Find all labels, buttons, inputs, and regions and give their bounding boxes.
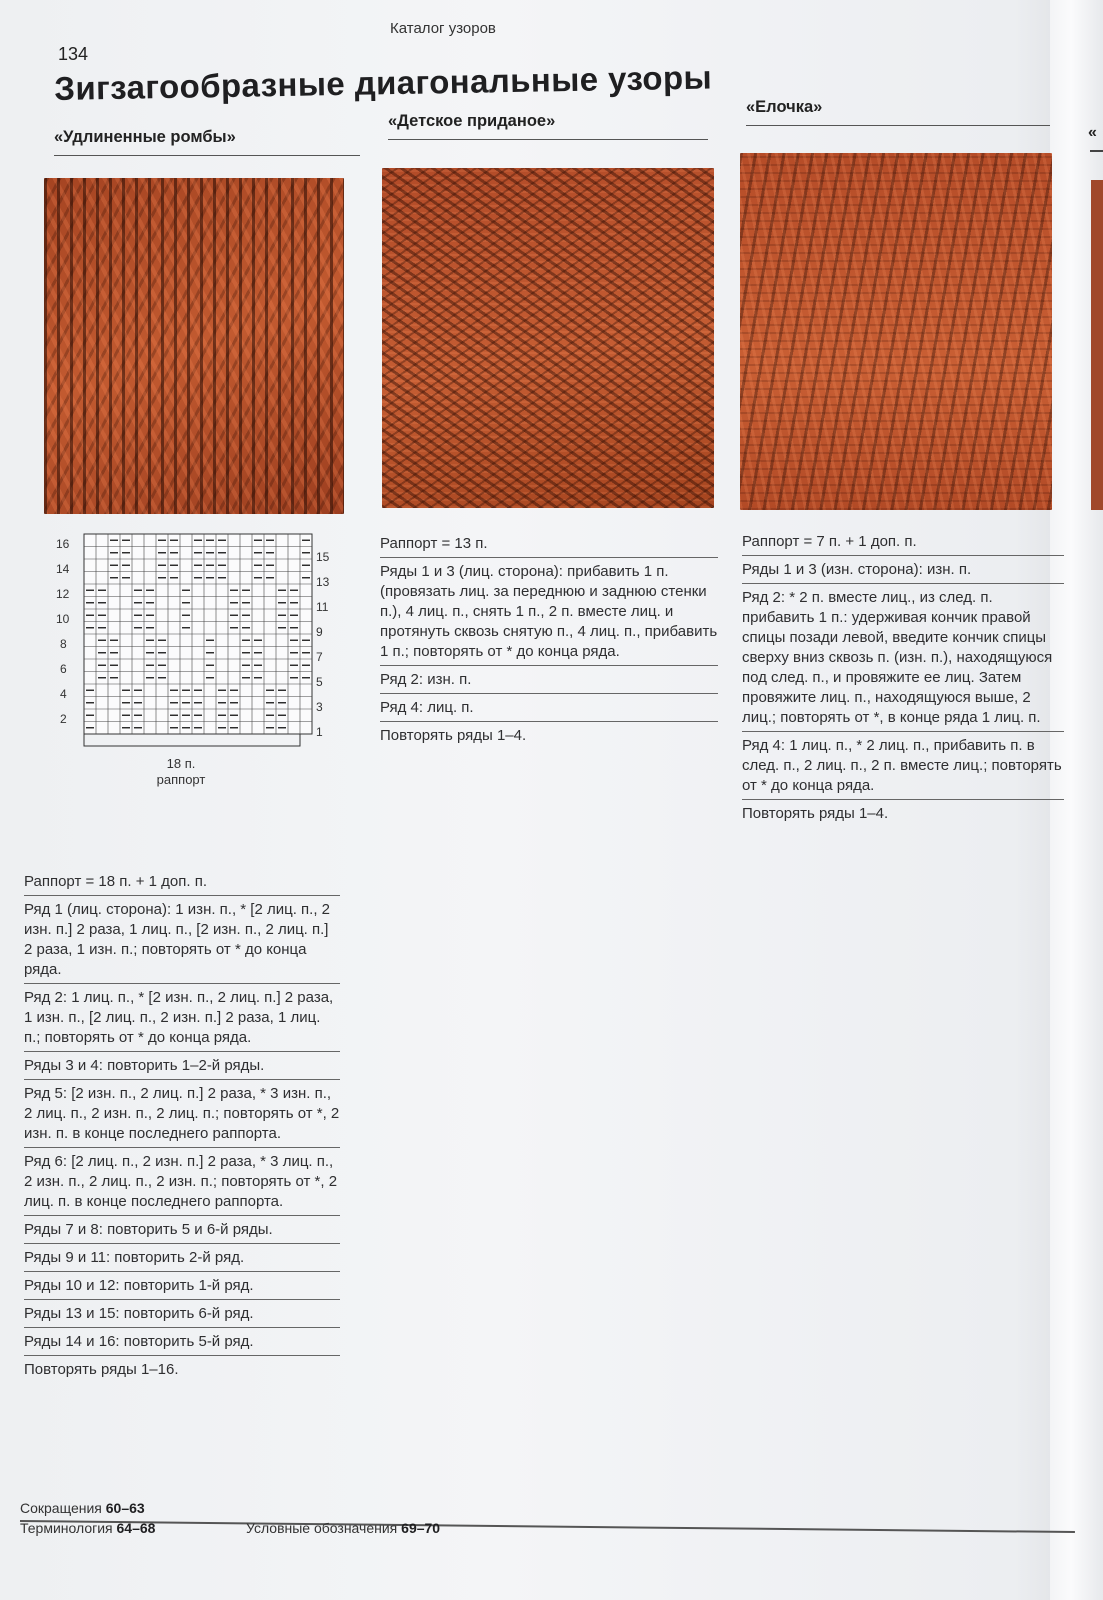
- footer-terminology-label: Терминология: [20, 1520, 113, 1536]
- knitting-chart: [48, 528, 348, 808]
- row-number-right: 13: [316, 575, 330, 589]
- pattern-2-heading: [388, 112, 708, 140]
- repeat-bracket: [84, 734, 300, 746]
- pattern-3-row: Ряды 1 и 3 (изн. сторона): изн. п.: [742, 556, 1064, 584]
- pattern-1-swatch-photo: [44, 178, 344, 514]
- pattern-1-row: Ряд 2: 1 лиц. п., * [2 изн. п., 2 лиц. п.] 2 раза, 1 изн. п., [2 лиц. п., 2 изн. п.] 2 раза, 1 лиц. п.; повторять от * до конца ряда.: [24, 984, 340, 1052]
- next-page-swatch: [1091, 180, 1103, 510]
- row-number-right: 3: [316, 700, 323, 714]
- pattern-1-heading: [54, 128, 360, 156]
- pattern-3-row: Ряд 2: * 2 п. вместе лиц., из след. п. прибавить 1 п.: удерживая кончик правой спицы позади левой, введите кончик спицы сверху вниз сквозь п. (изн. п.), находящуюся под след. п., и провяжите ее лиц. Затем провяжите лиц. п., находящуюся выше, 2 лиц.; повторять от *, в конце ряда 1 лиц. п.: [742, 584, 1064, 732]
- pattern-2-name: «Детское приданое»: [388, 112, 708, 140]
- pattern-2-swatch-photo: [382, 168, 714, 508]
- row-number-left: 4: [60, 687, 67, 701]
- pattern-2-row: Повторять ряды 1–4.: [380, 727, 527, 744]
- running-title: Каталог узоров: [390, 20, 496, 37]
- row-number-left: 10: [56, 612, 70, 626]
- row-number-left: 16: [56, 537, 70, 551]
- row-number-left: 2: [60, 712, 67, 726]
- footer-rule: [20, 1520, 1075, 1533]
- row-number-right: 7: [316, 650, 323, 664]
- page-number: 134: [58, 44, 89, 64]
- pattern-1-row: Ряд 6: [2 лиц. п., 2 изн. п.] 2 раза, * 3 лиц. п., 2 изн. п., 2 лиц. п., 2 изн. п.; повторять от *, 2 лиц. п. в конце последнего раппорта.: [24, 1148, 340, 1216]
- pattern-1-row: Ряды 13 и 15: повторить 6-й ряд.: [24, 1300, 340, 1328]
- pattern-3-heading: [746, 98, 1050, 126]
- row-number-right: 1: [316, 725, 323, 739]
- pattern-2-row: Ряд 2: изн. п.: [380, 666, 718, 694]
- pattern-3-name: «Елочка»: [746, 98, 1050, 126]
- pattern-2-row: Ряд 4: лиц. п.: [380, 694, 718, 722]
- pattern-1-row: Повторять ряды 1–16.: [24, 1361, 179, 1378]
- chart-grid: [84, 534, 312, 746]
- pattern-3-instructions: [742, 528, 1064, 827]
- footer-references: [20, 1498, 155, 1538]
- chart-repeat-label: раппорт: [156, 772, 206, 787]
- next-page-fragment: «: [1088, 124, 1097, 141]
- pattern-3-swatch-photo: [740, 153, 1052, 510]
- row-number-left: 8: [60, 637, 67, 651]
- footer-symbols-label: Условные обозначения: [246, 1520, 398, 1536]
- footer-abbreviations-pages: 60–63: [105, 1500, 145, 1516]
- footer-abbreviations-label: Сокращения: [20, 1500, 102, 1516]
- pattern-1-instructions: [24, 868, 340, 1383]
- footer-symbols: [246, 1518, 440, 1538]
- row-number-left: 14: [56, 562, 70, 576]
- page-title: Зигзагообразные диагональные узоры: [54, 58, 713, 107]
- footer-terminology-pages: 64–68: [116, 1520, 156, 1536]
- row-number-right: 15: [316, 550, 330, 564]
- row-number-right: 11: [316, 600, 329, 614]
- pattern-1-row: Ряды 7 и 8: повторить 5 и 6-й ряды.: [24, 1216, 340, 1244]
- pattern-3-repeat: Раппорт = 7 п. + 1 доп. п.: [742, 528, 1064, 556]
- next-page-rule: [1090, 150, 1103, 152]
- pattern-3-row: Ряд 4: 1 лиц. п., * 2 лиц. п., прибавить п. в след. п., 2 лиц. п., 2 п. вместе лиц.; повторять от * до конца ряда.: [742, 732, 1064, 800]
- pattern-1-row: Ряды 3 и 4: повторить 1–2-й ряды.: [24, 1052, 340, 1080]
- pattern-1-row: Ряд 1 (лиц. сторона): 1 изн. п., * [2 лиц. п., 2 изн. п.] 2 раза, 1 лиц. п., [2 изн. п., 2 лиц. п.] 2 раза, 1 изн. п.; повторять от * до конца ряда.: [24, 896, 340, 984]
- knitting-chart-svg: [48, 528, 348, 808]
- pattern-1-repeat: Раппорт = 18 п. + 1 доп. п.: [24, 868, 340, 896]
- pattern-1-row: Ряды 14 и 16: повторить 5-й ряд.: [24, 1328, 340, 1356]
- pattern-2-repeat: Раппорт = 13 п.: [380, 530, 718, 558]
- pattern-1-row: Ряды 10 и 12: повторить 1-й ряд.: [24, 1272, 340, 1300]
- pattern-1-row: Ряды 9 и 11: повторить 2-й ряд.: [24, 1244, 340, 1272]
- row-number-left: 6: [60, 662, 67, 676]
- pattern-1-row: Ряд 5: [2 изн. п., 2 лиц. п.] 2 раза, * 3 изн. п., 2 лиц. п., 2 изн. п., 2 лиц. п.; повторять от *, 2 изн. п. в конце последнего раппорта.: [24, 1080, 340, 1148]
- footer-symbols-pages: 69–70: [401, 1520, 441, 1536]
- row-number-left: 12: [56, 587, 70, 601]
- pattern-2-row: Ряды 1 и 3 (лиц. сторона): прибавить 1 п. (провязать лиц. за переднюю и заднюю стенки п.), 4 лиц. п., снять 1 п., 2 п. вместе лиц. и протянуть сквозь снятую п., 4 лиц. п., прибавить 1 п.; повторять от * до конца ряда.: [380, 558, 718, 666]
- pattern-2-instructions: [380, 530, 718, 749]
- chart-stitches-label: 18 п.: [166, 756, 196, 771]
- pattern-3-row: Повторять ряды 1–4.: [742, 805, 889, 822]
- row-number-right: 5: [316, 675, 323, 689]
- pattern-1-name: «Удлиненные ромбы»: [54, 128, 360, 156]
- row-number-right: 9: [316, 625, 323, 639]
